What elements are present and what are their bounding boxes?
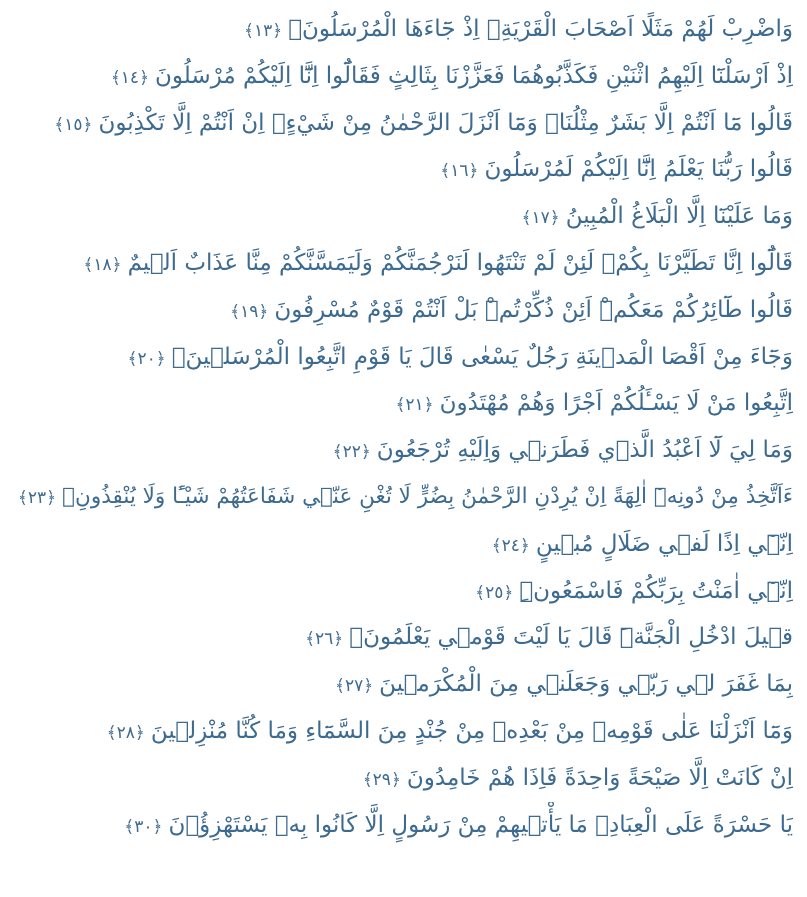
verse-number-marker: ﴿١٤﴾ (110, 67, 150, 88)
verse-number-marker: ﴿٢٨﴾ (106, 722, 145, 743)
verse-line-28 (10, 708, 793, 755)
verse-text: وَمَا عَلَيْنَٓا اِلَّا الْبَلَاغُ الْمُبِينُ (565, 203, 793, 230)
verse-line-26 (10, 614, 793, 661)
verse-text: ءَاَتَّخِذُ مِنْ دُونِه۪ٓ اٰلِهَةً اِنْ يُرِدْنِ الرَّحْمٰنُ بِضُرٍّ لَا تُغْنِ عَنّ۪ي شَفَاعَتُهُمْ شَيْـًٔا وَلَا يُنْقِذُونِۚ (62, 483, 793, 509)
verse-number-marker: ﴿١٣﴾ (244, 21, 283, 41)
verse-line-22 (10, 427, 793, 474)
verse-line-23 (10, 474, 793, 521)
verse-text: ق۪يلَ ادْخُلِ الْجَنَّةَۜ قَالَ يَا لَيْتَ قَوْم۪ي يَعْلَمُونَۙ (349, 624, 793, 651)
verse-number-marker: ﴿٢١﴾ (395, 395, 434, 416)
verse-line-21 (10, 380, 793, 427)
verse-number-marker: ﴿٢٧﴾ (334, 676, 374, 697)
verse-number-marker: ﴿١٥﴾ (54, 114, 93, 135)
verse-text: اِنّ۪ٓي اِذًا لَف۪ي ضَلَالٍ مُب۪ينٍ (535, 530, 793, 557)
verse-text: بِمَا غَفَرَ ل۪ي رَبّ۪ي وَجَعَلَن۪ي مِنَ الْمُكْرَم۪ينَ (379, 671, 793, 698)
verse-text: اِتَّبِعُوا مَنْ لَا يَسْـَٔلُكُمْ اَجْرًا وَهُمْ مُهْتَدُونَ (439, 390, 793, 417)
verse-line-13 (10, 6, 793, 53)
verse-text: وَمَا لِيَ لَٓا اَعْبُدُ الَّذ۪ي فَطَرَن۪ي وَاِلَيْهِ تُرْجَعُونَ (376, 437, 793, 464)
verse-number-marker: ﴿١٨﴾ (83, 254, 122, 275)
verse-text: اِنّ۪ٓي اٰمَنْتُ بِرَبِّكُمْ فَاسْمَعُونِۜ (519, 577, 793, 604)
verse-text: وَمَٓا اَنْزَلْنَا عَلٰى قَوْمِه۪ مِنْ بَعْدِه۪ مِنْ جُنْدٍ مِنَ السَّمَٓاءِ وَمَا كُنَّا مُنْزِل۪ينَ (150, 717, 793, 744)
verse-text: وَجَٓاءَ مِنْ اَقْصَا الْمَد۪ينَةِ رَجُلٌ يَسْعٰى قَالَ يَا قَوْمِ اتَّبِعُوا الْمُرْسَل۪ينَۙ (171, 343, 793, 370)
verse-line-18 (10, 240, 793, 287)
verse-text: قَالُٓوا اِنَّا تَطَيَّرْنَا بِكُمْۚ لَئِنْ لَمْ تَنْتَهُوا لَنَرْجُمَنَّكُمْ وَلَيَمَسَّنَّكُمْ مِنَّا عَذَابٌ اَل۪يمٌ (127, 249, 793, 276)
verse-text: قَالُوا رَبُّنَا يَعْلَمُ اِنَّٓا اِلَيْكُمْ لَمُرْسَلُونَ (484, 156, 793, 183)
verse-line-14 (10, 53, 793, 100)
verse-line-27 (10, 661, 793, 708)
verse-text: قَالُوا مَٓا اَنْتُمْ اِلَّا بَشَرٌ مِثْلُنَاۙ وَمَٓا اَنْزَلَ الرَّحْمٰنُ مِنْ شَيْءٍۙ اِنْ اَنْتُمْ اِلَّا تَكْذِبُونَ (98, 109, 793, 136)
verse-line-30 (10, 802, 793, 849)
verse-number-marker: ﴿٢٠﴾ (127, 348, 166, 369)
verse-number-marker: ﴿٢٦﴾ (305, 629, 344, 650)
verse-number-marker: ﴿١٧﴾ (521, 208, 560, 229)
verse-number-marker: ﴿٣٠﴾ (124, 816, 163, 837)
verse-number-marker: ﴿٢٩﴾ (362, 769, 401, 790)
verse-number-marker: ﴿٢٣﴾ (17, 487, 57, 508)
verse-line-17 (10, 193, 793, 240)
verse-text: اِنْ كَانَتْ اِلَّا صَيْحَةً وَاحِدَةً فَاِذَا هُمْ خَامِدُونَ (406, 764, 793, 791)
verse-text: وَاضْرِبْ لَهُمْ مَثَلًا اَصْحَابَ الْقَرْيَةِۘ اِذْ جَٓاءَهَا الْمُرْسَلُونَۚ (288, 16, 793, 42)
verse-line-19 (10, 287, 793, 334)
verse-line-24 (10, 521, 793, 568)
verse-line-29 (10, 755, 793, 802)
verse-text: قَالُوا طَٓائِرُكُمْ مَعَكُمْۜ اَئِنْ ذُكِّرْتُمْۜ بَلْ اَنْتُمْ قَوْمٌ مُسْرِفُونَ (274, 296, 793, 323)
verse-line-25 (10, 568, 793, 615)
verse-number-marker: ﴿١٦﴾ (440, 161, 479, 182)
verse-text: اِذْ اَرْسَلْنَٓا اِلَيْهِمُ اثْنَيْنِ فَكَذَّبُوهُمَا فَعَزَّزْنَا بِثَالِثٍ فَقَالُٓوا اِنَّٓا اِلَيْكُمْ مُرْسَلُونَ (155, 62, 793, 89)
verse-line-20 (10, 334, 793, 381)
verse-number-marker: ﴿١٩﴾ (230, 301, 269, 322)
verse-line-15 (10, 100, 793, 147)
verse-number-marker: ﴿٢٢﴾ (332, 442, 371, 463)
verse-line-16 (10, 146, 793, 193)
verse-number-marker: ﴿٢٥﴾ (475, 582, 514, 603)
verse-number-marker: ﴿٢٤﴾ (491, 535, 530, 556)
verse-text: يَا حَسْرَةً عَلَى الْعِبَادِۚ مَا يَأْت۪يهِمْ مِنْ رَسُولٍ اِلَّا كَانُوا بِه۪ يَسْتَهْزِؤُ۫نَ (168, 811, 793, 838)
